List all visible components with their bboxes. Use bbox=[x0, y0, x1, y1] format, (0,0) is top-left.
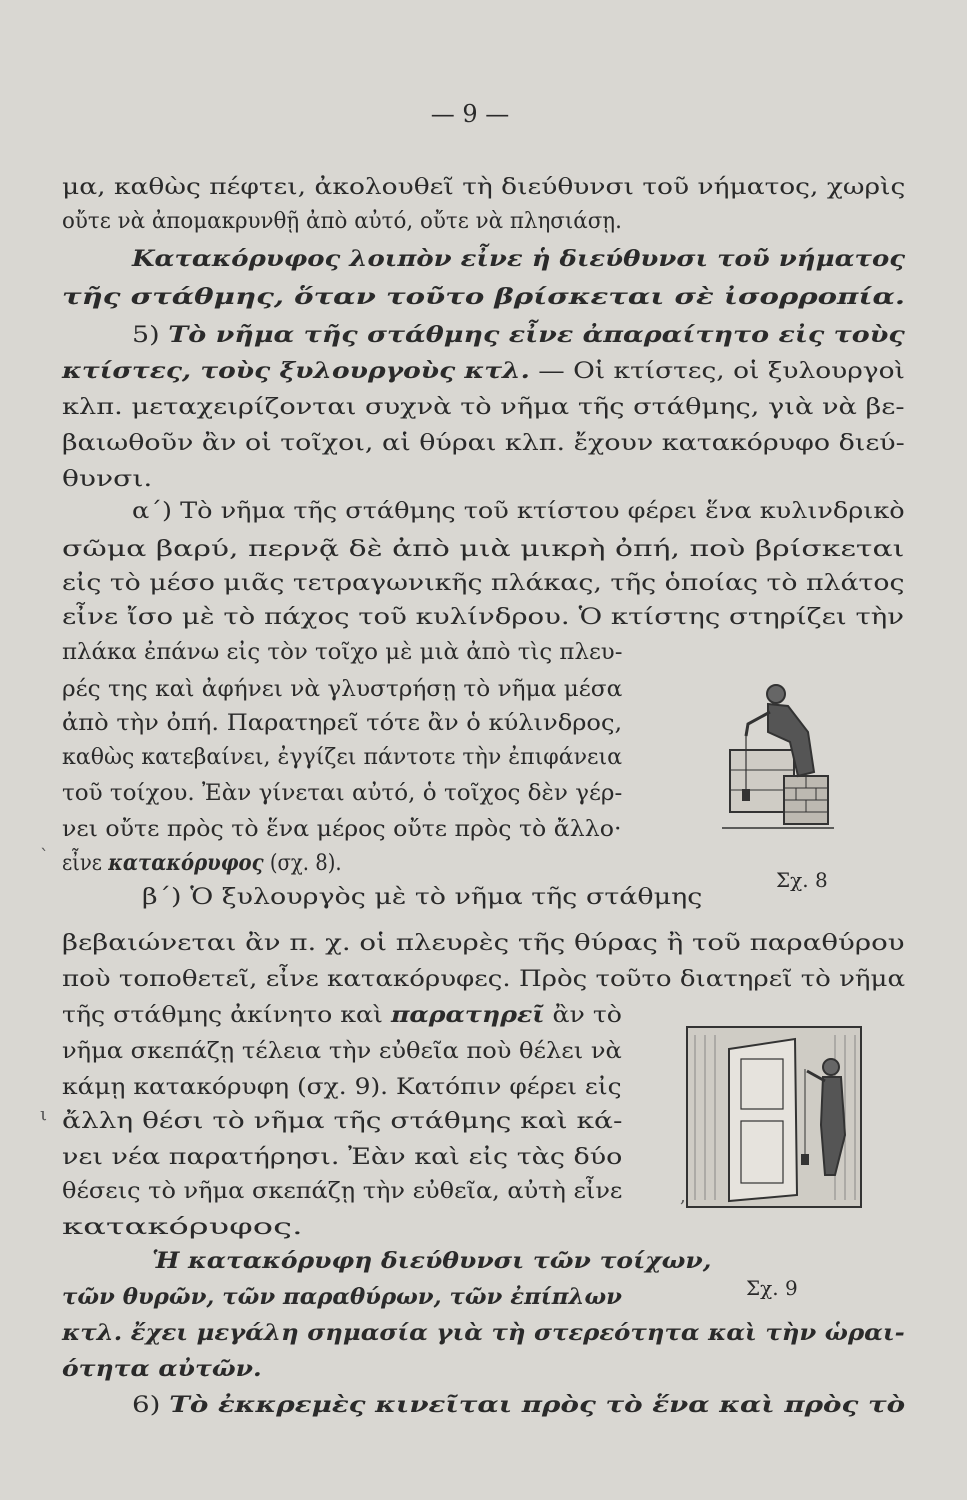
text-line bbox=[62, 968, 905, 991]
page-number: — 9 — bbox=[430, 100, 510, 128]
text-line bbox=[132, 324, 905, 347]
figure-8-caption: Σχ. 8 bbox=[776, 868, 828, 892]
text-line bbox=[152, 1250, 711, 1273]
text-span: (σχ. 8). bbox=[263, 850, 342, 876]
figure-9-caption: Σχ. 9 bbox=[746, 1276, 798, 1300]
emphasized-text: κτλ. ἔχει μεγάλη σημασία γιὰ τὴ στερεότητα καὶ τὴν ὡραι- bbox=[62, 1320, 905, 1346]
text-span: νῆμα σκεπάζῃ τέλεια τὴν εὐθεῖα ποὺ θέλει νὰ bbox=[62, 1038, 622, 1064]
text-span: σῶμα βαρύ, περνᾷ δὲ ἀπὸ μιὰ μικρὴ ὀπή, ποὺ βρίσκεται bbox=[62, 536, 905, 562]
text-line bbox=[62, 1110, 622, 1133]
margin-mark: ` bbox=[40, 846, 49, 867]
text-line bbox=[62, 1216, 303, 1239]
text-line bbox=[62, 678, 622, 701]
text-line bbox=[62, 1076, 622, 1099]
text-line bbox=[62, 932, 905, 955]
text-span: τοῦ τοίχου. Ἐὰν γίνεται αὐτό, ὁ τοῖχος δὲν γέρ- bbox=[62, 780, 623, 806]
text-span: θυνσι. bbox=[62, 466, 153, 492]
text-line bbox=[62, 712, 622, 735]
text-line bbox=[132, 248, 905, 271]
emphasized-text: Τὸ ἐκκρεμὲς κινεῖται πρὸς τὸ ἕνα καὶ πρὸς τὸ bbox=[169, 1392, 906, 1418]
emphasized-text: κτίστες, τοὺς ξυλουργοὺς κτλ. bbox=[62, 358, 530, 384]
text-line bbox=[62, 210, 622, 233]
text-span: κλπ. μεταχειρίζονται συχνὰ τὸ νῆμα τῆς στάθμης, γιὰ νὰ βε- bbox=[62, 394, 905, 420]
emphasized-text: τῆς στάθμης, ὅταν τοῦτο βρίσκεται σὲ ἰσορροπία. bbox=[62, 284, 906, 310]
emphasized-text: κατακόρυφος bbox=[108, 850, 264, 876]
text-span: μα, καθὼς πέφτει, ἀκολουθεῖ τὴ διεύθυνσι τοῦ νήματος, χωρὶς bbox=[62, 174, 906, 200]
text-line bbox=[62, 1322, 905, 1345]
text-line bbox=[62, 396, 905, 419]
emphasized-text: Κατακόρυφος λοιπὸν εἶνε ἡ διεύθυνσι τοῦ νήματος bbox=[132, 246, 906, 272]
text-span: τῆς στάθμης ἀκίνητο καὶ bbox=[62, 1002, 391, 1028]
text-line bbox=[62, 1004, 622, 1027]
text-span: ρές της καὶ ἀφήνει νὰ γλυστρήσῃ τὸ νῆμα μέσα bbox=[62, 676, 623, 702]
text-line bbox=[62, 1180, 622, 1203]
text-line bbox=[62, 286, 905, 309]
text-line bbox=[132, 500, 905, 523]
text-line bbox=[142, 886, 702, 909]
text-span: οὔτε νὰ ἀπομακρυνθῇ ἀπὸ αὐτό, οὔτε νὰ πλησιάσῃ. bbox=[62, 208, 622, 234]
text-line bbox=[62, 641, 622, 664]
text-span: α΄) Τὸ νῆμα τῆς στάθμης τοῦ κτίστου φέρει ἕνα κυλινδρικὸ bbox=[132, 498, 905, 524]
text-span: νει οὔτε πρὸς τὸ ἕνα μέρος οὔτε πρὸς τὸ ἄλλο· bbox=[62, 816, 622, 842]
text-span: νει νέα παρατήρησι. Ἐὰν καὶ εἰς τὰς δύο bbox=[62, 1144, 623, 1170]
margin-mark: ι bbox=[40, 1104, 48, 1125]
text-line bbox=[62, 1040, 622, 1063]
text-span: ποὺ τοποθετεῖ, εἶνε κατακόρυφες. Πρὸς τοῦτο διατηρεῖ τὸ νῆμα bbox=[62, 966, 906, 992]
text-line bbox=[62, 176, 905, 199]
text-span: κατακόρυφος. bbox=[62, 1214, 303, 1240]
text-span: ἀπὸ τὴν ὀπή. Παρατηρεῖ τότε ἂν ὁ κύλινδρος, bbox=[62, 710, 623, 736]
text-line bbox=[62, 538, 904, 561]
text-span: βεβαιώνεται ἂν π. χ. οἱ πλευρὲς τῆς θύρας ἢ τοῦ παραθύρου bbox=[62, 930, 905, 956]
text-span: ἂν τὸ bbox=[544, 1002, 622, 1028]
emphasized-text: τῶν θυρῶν, τῶν παραθύρων, τῶν ἐπίπλων bbox=[62, 1284, 622, 1310]
text-span: 5) bbox=[132, 322, 169, 348]
text-line bbox=[62, 468, 152, 491]
figure-9-door-illustration bbox=[685, 1025, 865, 1210]
text-line bbox=[62, 1286, 622, 1309]
text-span: 6) bbox=[132, 1392, 170, 1418]
figure-8-mason-illustration bbox=[718, 672, 838, 832]
text-line bbox=[62, 746, 622, 769]
emphasized-text: Τὸ νῆμα τῆς στάθμης εἶνε ἀπαραίτητο εἰς τοὺς bbox=[168, 322, 905, 348]
margin-mark: , bbox=[680, 1186, 686, 1207]
emphasized-text: Ἡ κατακόρυφη διεύθυνσι τῶν τοίχων, bbox=[152, 1248, 712, 1274]
text-line bbox=[62, 606, 904, 629]
text-span: εἶνε ἴσο μὲ τὸ πάχος τοῦ κυλίνδρου. Ὁ κτίστης στηρίζει τὴν bbox=[62, 604, 905, 630]
text-line bbox=[62, 1358, 262, 1381]
text-span: κάμῃ κατακόρυφη (σχ. 9). Κατόπιν φέρει εἰς bbox=[62, 1074, 622, 1100]
text-line bbox=[62, 852, 342, 875]
text-span: εἰς τὸ μέσο μιᾶς τετραγωνικῆς πλάκας, τῆς ὁποίας τὸ πλάτος bbox=[62, 570, 905, 596]
text-span: ἄλλη θέσι τὸ νῆμα τῆς στάθμης καὶ κά- bbox=[62, 1108, 623, 1134]
text-span: — Οἱ κτίστες, οἱ ξυλουργοὶ bbox=[529, 358, 905, 384]
emphasized-text: παρατηρεῖ bbox=[390, 1002, 545, 1028]
text-line bbox=[62, 818, 621, 841]
text-line bbox=[62, 572, 904, 595]
text-line bbox=[62, 360, 905, 383]
text-span: βαιωθοῦν ἂν οἱ τοῖχοι, αἱ θύραι κλπ. ἔχουν κατακόρυφο διεύ- bbox=[62, 430, 905, 456]
text-span: εἶνε bbox=[62, 850, 109, 876]
text-span: θέσεις τὸ νῆμα σκεπάζῃ τὴν εὐθεῖα, αὐτὴ εἶνε bbox=[62, 1178, 623, 1204]
text-line bbox=[62, 1146, 622, 1169]
text-line bbox=[62, 432, 905, 455]
text-span: β΄) Ὁ ξυλουργὸς μὲ τὸ νῆμα τῆς στάθμης bbox=[142, 884, 703, 910]
text-span: πλάκα ἐπάνω εἰς τὸν τοῖχο μὲ μιὰ ἀπὸ τὶς πλευ- bbox=[62, 639, 623, 665]
text-line bbox=[132, 1394, 905, 1417]
emphasized-text: ότητα αὐτῶν. bbox=[62, 1356, 262, 1382]
text-line bbox=[62, 782, 622, 805]
text-span: καθὼς κατεβαίνει, ἐγγίζει πάντοτε τὴν ἐπιφάνεια bbox=[62, 744, 623, 770]
